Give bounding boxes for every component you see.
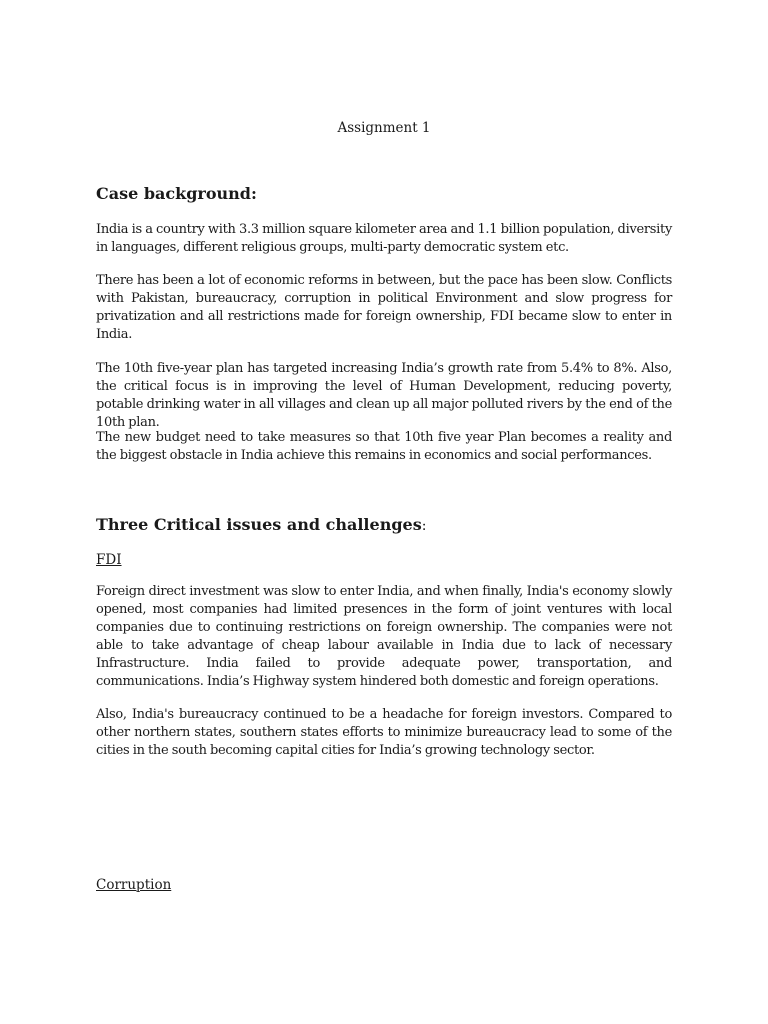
document-title: Assignment 1 (337, 120, 431, 136)
issues-heading-colon: : (421, 518, 427, 534)
corruption-subheading: Corruption (96, 877, 172, 893)
fdi-subheading: FDI (96, 552, 122, 568)
issues-heading-text: Three Critical issues and challenges (96, 515, 422, 534)
case-background-paragraph: There has been a lot of economic reforms in between, but the pace has been slow. Conflicts with Pakistan, bureaucracy, corruption in political Environment and slow progress for privatization and all restrictions made for foreign ownership, FDI became slow to enter in India. (96, 273, 672, 342)
case-background-heading: Case background: (96, 184, 257, 203)
case-background-paragraph: The new budget need to take measures so that 10th five year Plan becomes a reality and the biggest obstacle in India achieve this remains in economics and social performances. (96, 430, 672, 463)
case-background-paragraph: The 10th five-year plan has targeted increasing India’s growth rate from 5.4% to 8%. Also, the critical focus is in improving the level of Human Development, reducing poverty, potable drinking water in all villages and clean up all major polluted rivers by the end of the 10th plan. (96, 361, 672, 430)
fdi-paragraph: Also, India's bureaucracy continued to be a headache for foreign investors. Compared to other northern states, southern states efforts to minimize bureaucracy lead to some of the cities in the south becoming capital cities for India’s growing technology sector. (96, 707, 672, 758)
fdi-paragraph: Foreign direct investment was slow to enter India, and when finally, India's economy slowly opened, most companies had limited presences in the form of joint ventures with local companies due to continuing restrictions on foreign ownership. The companies were not able to take advantage of cheap labour available in India due to lack of necessary Infrastructure. India failed to provide adequate power, transportation, and communications. India’s Highway system hindered both domestic and foreign operations. (96, 584, 672, 689)
case-background-paragraph: India is a country with 3.3 million square kilometer area and 1.1 billion population, diversity in languages, different religious groups, multi-party democratic system etc. (96, 222, 672, 255)
issues-heading (96, 515, 426, 536)
document-page (96, 0, 672, 1024)
